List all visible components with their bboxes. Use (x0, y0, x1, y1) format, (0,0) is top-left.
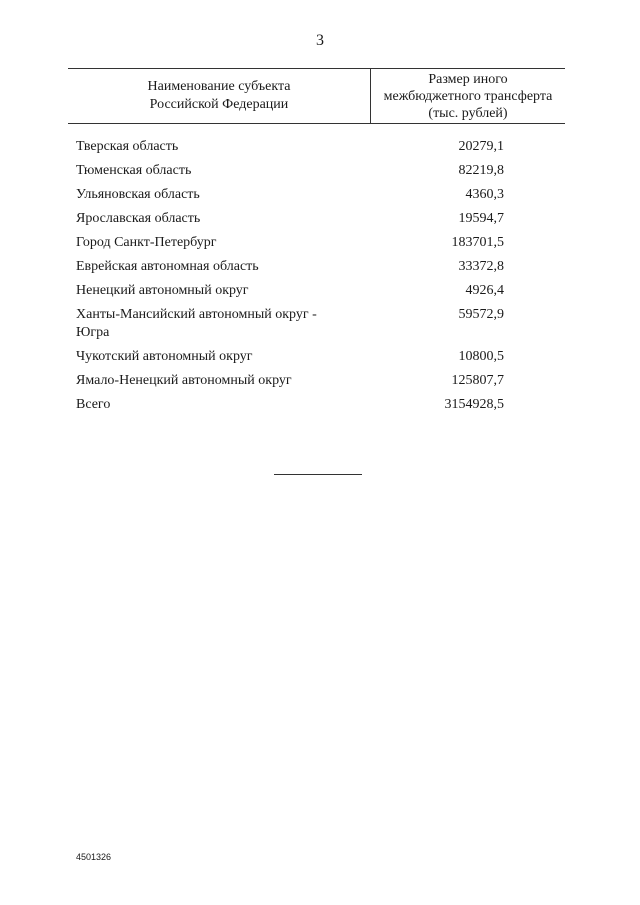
table-row (76, 210, 556, 228)
table-row (76, 348, 556, 366)
region-name: Ульяновская область (76, 187, 200, 202)
total-amount: 3154928,5 (444, 397, 504, 412)
table-row (76, 258, 556, 276)
region-name: Ханты-Мансийский автономный округ - Югра (76, 307, 317, 340)
table-row (76, 306, 556, 342)
table-body (76, 138, 556, 420)
header-region-name-line: Наименование субъекта (147, 79, 291, 94)
table-row (76, 186, 556, 204)
region-name: Ярославская область (76, 211, 201, 226)
document-code: 4501326 (76, 852, 112, 862)
table-header (68, 68, 565, 124)
transfer-amount: 19594,7 (458, 211, 504, 226)
header-amount-line: межбюджетного трансферта (383, 88, 553, 104)
table-row (76, 234, 556, 252)
transfer-amount: 82219,8 (458, 163, 504, 178)
table-row-total (76, 396, 556, 414)
transfer-amount: 4926,4 (465, 283, 504, 298)
total-label: Всего (76, 397, 111, 412)
section-divider (274, 474, 362, 475)
transfer-amount: 4360,3 (465, 187, 504, 202)
transfer-amount: 10800,5 (458, 349, 504, 364)
region-name: Город Санкт-Петербург (76, 235, 217, 250)
header-amount-line: Размер иного (428, 71, 508, 87)
transfer-amount: 125807,7 (451, 373, 504, 388)
transfer-amount: 59572,9 (458, 307, 504, 322)
region-name: Тверская область (76, 139, 179, 154)
transfer-amount: 183701,5 (451, 235, 504, 250)
page-number: 3 (316, 32, 324, 49)
header-amount-line: (тыс. рублей) (428, 105, 508, 121)
header-region-name (68, 69, 371, 123)
table-row (76, 162, 556, 180)
region-name: Еврейская автономная область (76, 259, 259, 274)
table-row (76, 372, 556, 390)
header-region-name-line: Российской Федерации (149, 97, 289, 112)
region-name: Чукотский автономный округ (76, 349, 253, 364)
table-row (76, 282, 556, 300)
table-row (76, 138, 556, 156)
transfer-amount: 20279,1 (458, 139, 504, 154)
region-name: Ямало-Ненецкий автономный округ (76, 373, 292, 388)
header-transfer-amount (371, 69, 565, 123)
transfer-amount: 33372,8 (458, 259, 504, 274)
region-name: Тюменская область (76, 163, 192, 178)
region-name: Ненецкий автономный округ (76, 283, 249, 298)
